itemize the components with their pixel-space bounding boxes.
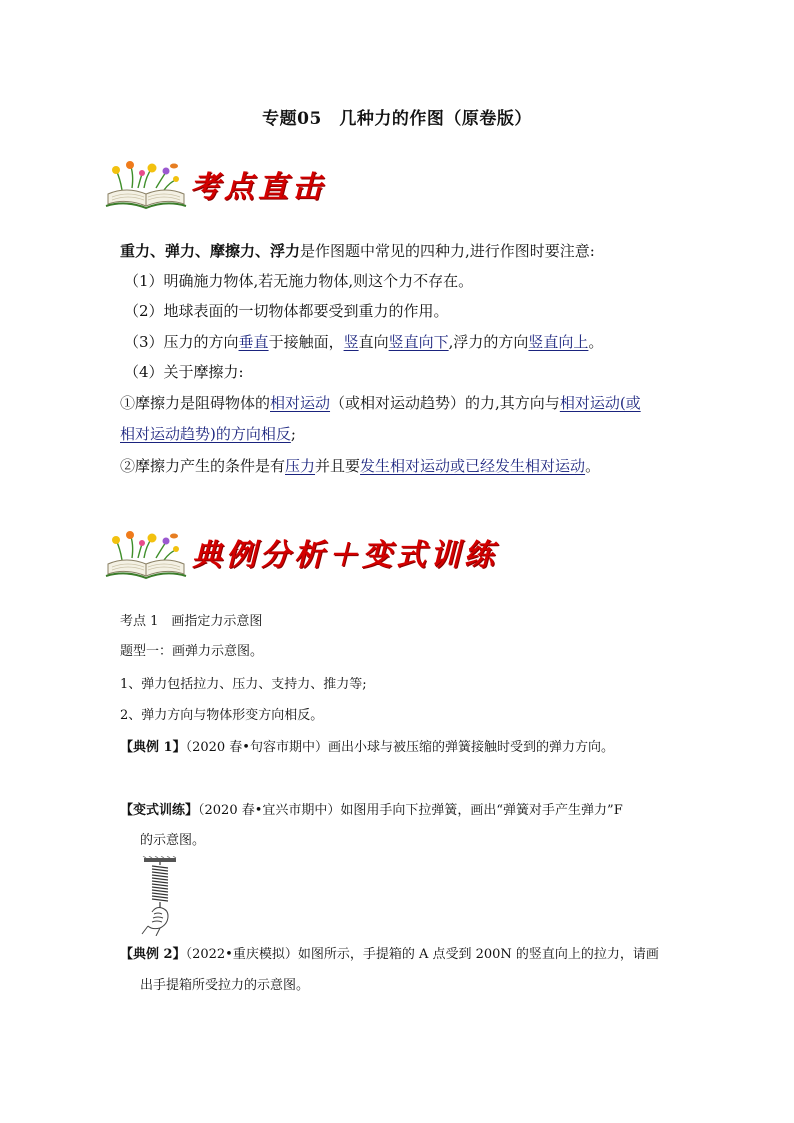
f2-a: ②摩擦力产生的条件是有 [120, 457, 286, 475]
spring-hand-figure [138, 856, 184, 936]
rule-1: 1、弹力包括拉力、压力、支持力、推力等; [120, 677, 367, 692]
f1-a: ①摩擦力是阻碍物体的 [120, 394, 271, 412]
p3-h: 竖直向上 [528, 333, 589, 351]
example-1 [120, 738, 614, 758]
f1b-b: ; [290, 425, 296, 443]
p3-b: 垂直 [238, 333, 269, 351]
example-2-tag: 【典例 2】 [120, 947, 186, 962]
intro-lead-rest: 是作图题中常见的四种力,进行作图时要注意: [300, 242, 595, 260]
example-2-text: （2022•重庆模拟）如图所示，手提箱的 A 点受到 200N 的竖直向上的拉力，请画 [185, 947, 659, 962]
friction-point-2 [120, 456, 600, 476]
p3-e: 直向 [358, 333, 389, 351]
example-1-tag: 【典例 1】 [120, 740, 186, 755]
f1b-a: 相对运动趋势)的方向相反 [120, 425, 291, 443]
rule-2: 2、弹力方向与物体形变方向相反。 [120, 708, 324, 723]
p3-f: 竖直向下 [388, 333, 449, 351]
p3-d: 竖 [343, 333, 359, 351]
intro-lead-bold: 重力、弹力、摩擦力、浮力 [120, 242, 301, 260]
example-2 [120, 945, 659, 965]
hand-icon [142, 908, 168, 937]
variant-text: （2020 春•宜兴市期中）如图用手向下拉弹簧，画出“弹簧对手产生弹力”F [198, 803, 623, 818]
f2-d: 发生相对运动或已经发生相对运动 [360, 457, 586, 475]
kaodian-heading: 考点 1 画指定力示意图 [120, 614, 263, 629]
f1-b: 相对运动 [270, 394, 331, 412]
banner-title: 典例分析＋变式训练 [192, 538, 498, 573]
intro-lead [120, 241, 595, 261]
banner-title: 考点直击 [190, 170, 326, 205]
intro-point-1: （1）明确施力物体,若无施力物体,则这个力不存在。 [124, 272, 474, 290]
example-2-text-cont: 出手提箱所受拉力的示意图。 [140, 978, 310, 993]
page-title: 专题05 几种力的作图（原卷版） [262, 109, 532, 129]
open-book-flowers-icon [104, 160, 188, 212]
f1-d: 相对运动(或 [559, 394, 641, 412]
section-banner-kaodian [104, 160, 344, 212]
variant-tag: 【变式训练】 [120, 803, 199, 818]
f2-e: 。 [585, 457, 601, 475]
variant-text-cont: 的示意图。 [140, 833, 206, 848]
p3-c: 于接触面， [268, 333, 344, 351]
open-book-flowers-icon [104, 530, 188, 582]
intro-point-4: （4）关于摩擦力: [124, 363, 244, 381]
intro-point-2: （2）地球表面的一切物体都要受到重力的作用。 [124, 302, 449, 320]
example-1-text: （2020 春•句容市期中）画出小球与被压缩的弹簧接触时受到的弹力方向。 [185, 740, 614, 755]
section-banner-dianli [104, 530, 498, 582]
spring-coil [152, 862, 168, 908]
variant-training [120, 801, 623, 821]
p3-g: ,浮力的方向 [448, 333, 529, 351]
intro-point-3 [124, 332, 603, 352]
tixing-heading: 题型一：画弹力示意图。 [120, 644, 264, 659]
p3-a: （3）压力的方向 [124, 333, 239, 351]
f2-b: 压力 [285, 457, 316, 475]
p3-i: 。 [588, 333, 604, 351]
friction-point-1 [120, 393, 641, 413]
f1-c: （或相对运动趋势）的力,其方向与 [330, 394, 560, 412]
f2-c: 并且要 [315, 457, 361, 475]
friction-point-1-cont [120, 424, 296, 444]
